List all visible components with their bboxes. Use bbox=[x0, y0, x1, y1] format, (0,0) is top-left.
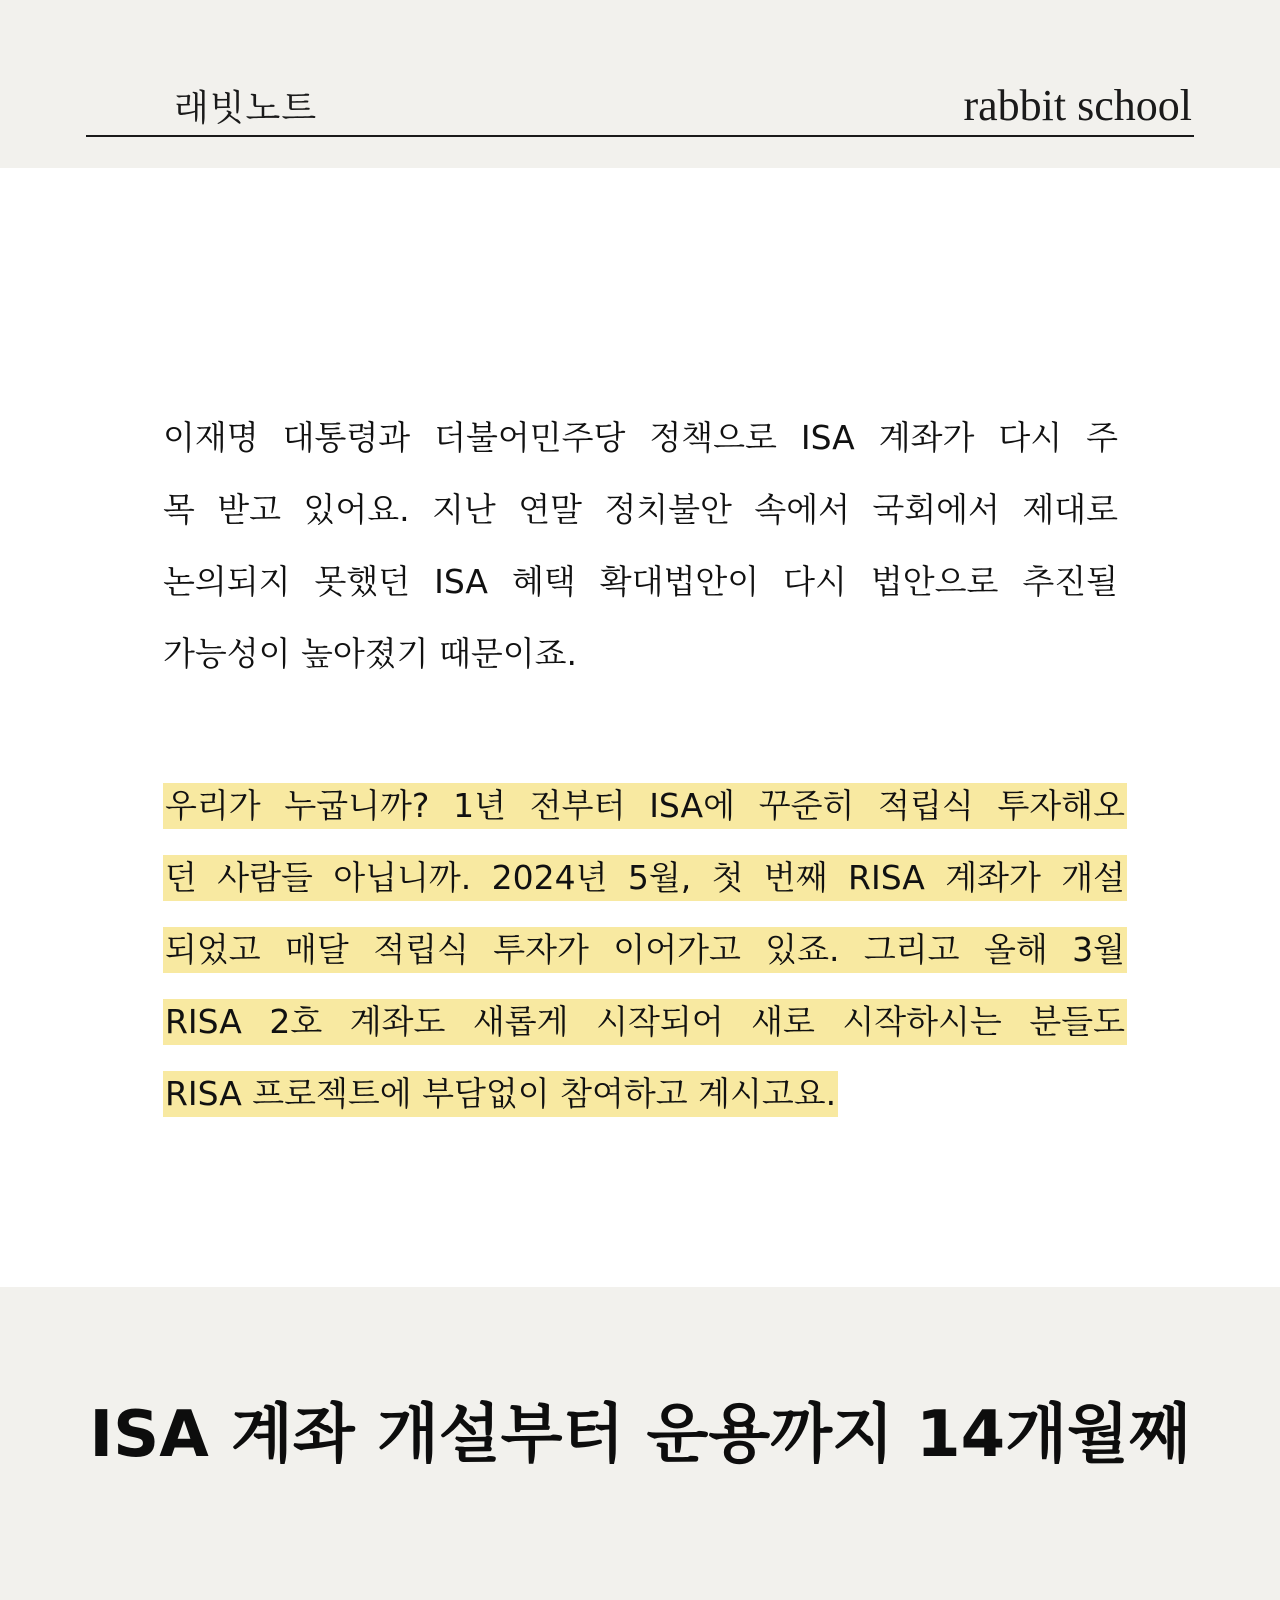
highlighted-line: RISA 프로젝트에 부담없이 참여하고 계시고요. bbox=[163, 1071, 838, 1117]
highlighted-line: 던 사람들 아닙니까. 2024년 5월, 첫 번째 RISA 계좌가 개설 bbox=[163, 855, 1127, 901]
brand-left: 래빗노트 bbox=[174, 88, 318, 129]
paragraph-intro bbox=[163, 402, 1118, 690]
header-divider bbox=[86, 135, 1194, 137]
footer bbox=[0, 1287, 1280, 1600]
paragraph-line: 목 받고 있어요. 지난 연말 정치불안 속에서 국회에서 제대로 bbox=[163, 490, 1118, 529]
header bbox=[0, 0, 1280, 168]
paragraph-line: 논의되지 못했던 ISA 혜택 확대법안이 다시 법안으로 추진될 bbox=[163, 562, 1118, 601]
paragraph-highlighted bbox=[163, 770, 1125, 1130]
highlighted-line: 되었고 매달 적립식 투자가 이어가고 있죠. 그리고 올해 3월 bbox=[163, 927, 1127, 973]
paragraph-line: 가능성이 높아졌기 때문이죠. bbox=[163, 634, 578, 673]
paragraph-line: 이재명 대통령과 더불어민주당 정책으로 ISA 계좌가 다시 주 bbox=[163, 418, 1118, 457]
highlighted-line: 우리가 누굽니까? 1년 전부터 ISA에 꾸준히 적립식 투자해오 bbox=[163, 783, 1127, 829]
highlighted-line: RISA 2호 계좌도 새롭게 시작되어 새로 시작하시는 분들도 bbox=[163, 999, 1127, 1045]
brand-right: rabbit school bbox=[963, 81, 1192, 130]
footer-title: ISA 계좌 개설부터 운용까지 14개월째 bbox=[89, 1398, 1191, 1472]
